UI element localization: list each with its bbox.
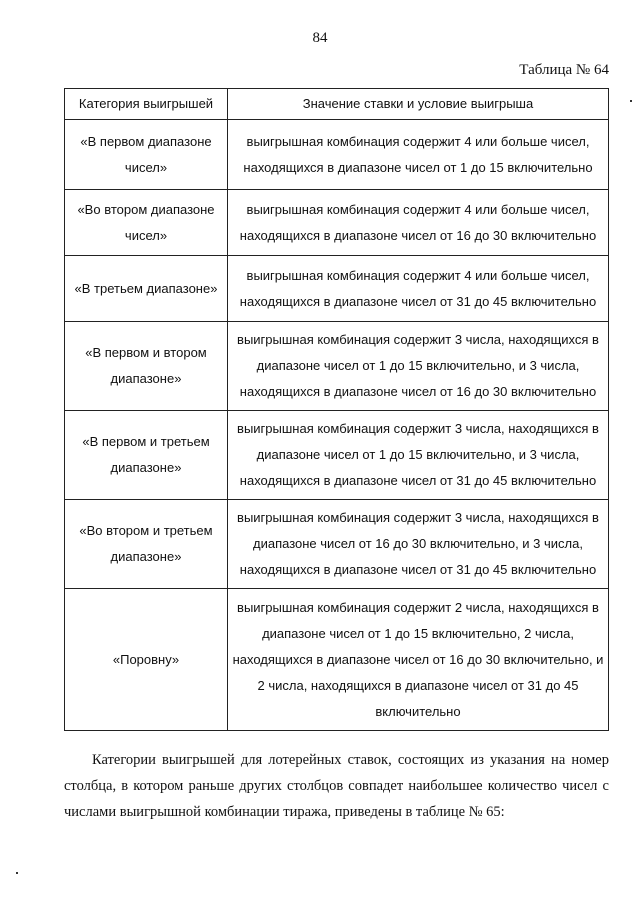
category-cell: «Во втором диапазоне чисел» <box>65 190 228 256</box>
condition-cell: выигрышная комбинация содержит 3 числа, находящихся в диапазоне чисел от 1 до 15 включительно, и 3 числа, находящихся в диапазоне чисел от 16 до 30 включительно <box>228 322 609 411</box>
category-cell: «В первом диапазоне чисел» <box>65 120 228 190</box>
page-number: 84 <box>312 30 328 46</box>
condition-cell: выигрышная комбинация содержит 4 или больше чисел, находящихся в диапазоне чисел от 16 до 30 включительно <box>228 190 609 256</box>
condition-cell: выигрышная комбинация содержит 3 числа, находящихся в диапазоне чисел от 16 до 30 включительно, и 3 числа, находящихся в диапазоне чисел от 31 до 45 включительно <box>228 500 609 589</box>
table-row <box>65 322 609 411</box>
scan-speck <box>630 100 632 102</box>
table-row <box>65 120 609 190</box>
footer-paragraph: Категории выигрышей для лотерейных ставок, состоящих из указания на номер столбца, в котором раньше других столбцов совпадет наибольшее количество чисел с числами выигрышной комбинации тиража, приведены в таблице № 65: <box>64 752 609 820</box>
header-condition: Значение ставки и условие выигрыша <box>228 89 609 120</box>
header-category: Категория выигрышей <box>65 89 228 120</box>
prize-categories-table <box>64 88 609 731</box>
condition-cell: выигрышная комбинация содержит 4 или больше чисел, находящихся в диапазоне чисел от 1 до 15 включительно <box>228 120 609 190</box>
category-cell: «Во втором и третьем диапазоне» <box>65 500 228 589</box>
table-row <box>65 411 609 500</box>
scan-speck <box>16 872 18 874</box>
table-row <box>65 190 609 256</box>
category-cell: «В первом и третьем диапазоне» <box>65 411 228 500</box>
table-header-row <box>65 89 609 120</box>
table-row <box>65 500 609 589</box>
category-cell: «В третьем диапазоне» <box>65 256 228 322</box>
table-row <box>65 589 609 731</box>
condition-cell: выигрышная комбинация содержит 2 числа, находящихся в диапазоне чисел от 1 до 15 включительно, 2 числа, находящихся в диапазоне чисел от 16 до 30 включительно, и 2 числа, находящихся в диапазоне чисел от 31 до 45 включительно <box>228 589 609 731</box>
condition-cell: выигрышная комбинация содержит 4 или больше чисел, находящихся в диапазоне чисел от 31 до 45 включительно <box>228 256 609 322</box>
category-cell: «В первом и втором диапазоне» <box>65 322 228 411</box>
condition-cell: выигрышная комбинация содержит 3 числа, находящихся в диапазоне чисел от 1 до 15 включительно, и 3 числа, находящихся в диапазоне чисел от 31 до 45 включительно <box>228 411 609 500</box>
table-caption: Таблица № 64 <box>519 62 609 78</box>
table-row <box>65 256 609 322</box>
category-cell: «Поровну» <box>65 589 228 731</box>
